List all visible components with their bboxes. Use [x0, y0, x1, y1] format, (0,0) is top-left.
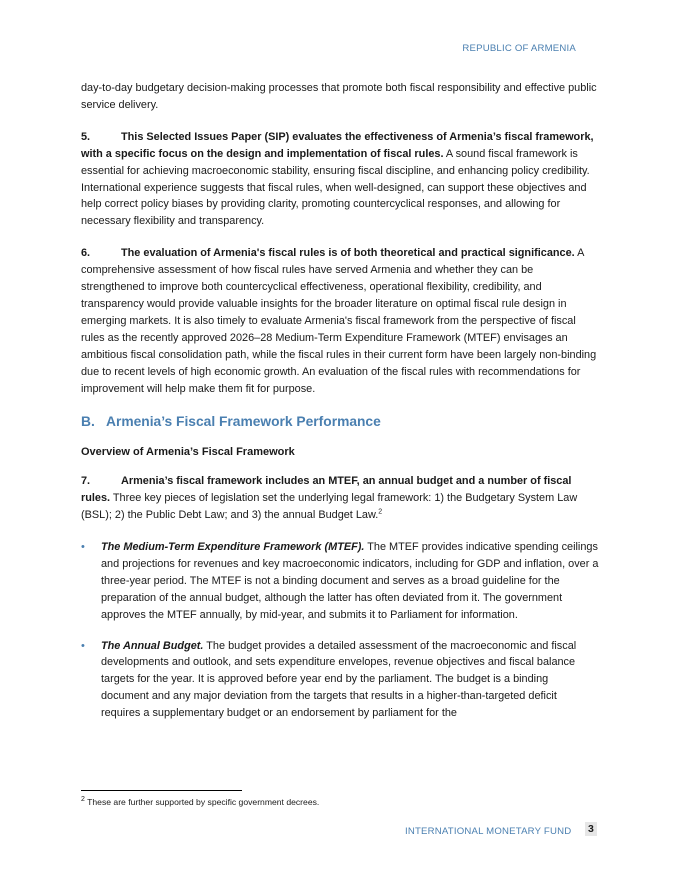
footnote-number: 2	[81, 796, 85, 804]
continuation-paragraph: day-to-day budgetary decision-making processes that promote both fiscal responsibility and effective public service delivery.	[81, 82, 597, 111]
paragraph-text: A comprehensive assessment of how fiscal rules have served Armenia and whether they can be strengthened to improve both countercyclical effectiveness, operational flexibility, credibility, and transparency would provide valuable insights for the broader literature on optimal fiscal rule design in emerging markets. It is also timely to evaluate Armenia's fiscal framework from the perspective of fiscal rules as the recently approved 2026–28 Medium-Term Expenditure Framework (MTEF) envisages an ambitious fiscal consolidation path, while the fiscal rules in their current form have been largely non-binding due to recent levels of high economic growth. An evaluation of the fiscal rules with recommendations for improvement will help make them fit for purpose.	[81, 247, 597, 395]
paragraph-6	[81, 245, 599, 397]
bullet-text: The budget provides a detailed assessment of the macroeconomic and fiscal developments and outlook, and sets expenditure envelopes, revenue objectives and fiscal balance targets for the year. It is approved before year end by the parliament. The budget is a binding document and any major deviation from the targets that results in a higher-than-targeted deficit requires a supplementary budget or an endorsement by parliament for the	[101, 639, 577, 720]
paragraph-text: Three key pieces of legislation set the underlying legal framework: 1) the Budgetary System Law (BSL); 2) the Public Debt Law; and 3) the annual Budget Law.	[81, 492, 578, 522]
running-header: REPUBLIC OF ARMENIA	[462, 43, 576, 54]
subheading: Overview of Armenia’s Fiscal Framework	[81, 446, 295, 459]
page-number: 3	[585, 822, 597, 836]
paragraph-lead: Armenia’s fiscal framework includes an MTEF, an annual budget and a number of fiscal rules.	[81, 475, 572, 505]
list-item	[81, 539, 599, 624]
paragraph-lead: This Selected Issues Paper (SIP) evaluates the effectiveness of Armenia’s fiscal framework, with a specific focus on the design and implementation of fiscal rules.	[81, 130, 594, 160]
section-letter: B.	[81, 414, 95, 430]
list-item	[81, 638, 599, 723]
page-body	[81, 80, 599, 736]
paragraph-lead: The evaluation of Armenia's fiscal rules is of both theoretical and practical significance.	[121, 247, 575, 260]
footnote	[81, 797, 319, 807]
paragraph-7	[81, 473, 599, 524]
bullet-icon: •	[81, 639, 85, 652]
section-title: Armenia’s Fiscal Framework Performance	[106, 414, 381, 430]
paragraph-number: 5.	[81, 130, 91, 143]
bullet-text: The MTEF provides indicative spending ceilings and projections for revenues and key macroeconomic indicators, including for GDP and inflation, over a three-year period. The MTEF is not a binding document and serves as a broad guideline for the preparation of the annual budget, although the latter has often deviated from it. The government approves the MTEF annually, by mid-year, and submits it to Parliament for information.	[101, 541, 599, 621]
footnote-reference[interactable]: 2	[378, 508, 383, 516]
section-heading	[81, 412, 599, 432]
paragraph-text: A sound fiscal framework is essential for achieving macroeconomic stability, ensuring fiscal discipline, and enhancing policy credibility. International experience suggests that fiscal rules, when well-designed, can support these objectives and help correct policy biases by providing clarity, promoting countercyclical responses, and allowing for necessary flexibility and transparency.	[81, 147, 590, 228]
paragraph-number: 6.	[81, 247, 91, 260]
footnote-text: These are further supported by specific government decrees.	[84, 797, 320, 807]
footer-org: INTERNATIONAL MONETARY FUND	[405, 826, 572, 837]
bullet-icon: •	[81, 541, 85, 554]
footnote-divider	[81, 790, 242, 791]
bullet-lead: The Annual Budget.	[101, 639, 204, 652]
paragraph-number: 7.	[81, 475, 91, 488]
bullet-list	[81, 539, 599, 722]
paragraph-5	[81, 129, 599, 230]
bullet-lead: The Medium-Term Expenditure Framework (MTEF).	[101, 541, 365, 554]
